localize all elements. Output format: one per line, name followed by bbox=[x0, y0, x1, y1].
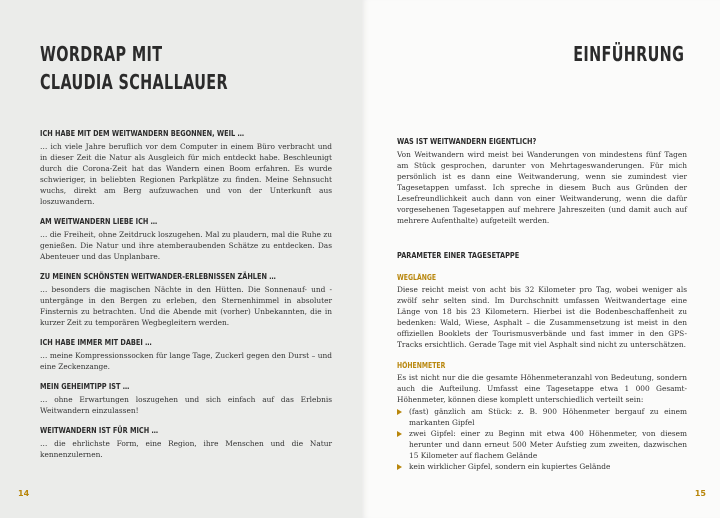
right-page bbox=[362, 0, 720, 518]
chapter-title-text: EINFÜHRUNG bbox=[572, 42, 684, 66]
bullet-triangle-icon bbox=[397, 409, 402, 415]
list-item-text: kein wirklicher Gipfel, sondern ein kupiertes Gelände bbox=[409, 462, 611, 471]
answer-text: … ohne Erwartungen loszugehen und sich einfach auf das Erlebnis Weitwandern einzulassen! bbox=[40, 395, 332, 415]
page-number-left: 14 bbox=[18, 489, 30, 498]
subsection-heading: HÖHENMETER bbox=[397, 361, 446, 370]
question-heading: MEIN GEHEIMTIPP IST … bbox=[40, 382, 130, 391]
list-item bbox=[397, 461, 687, 472]
answer-text: … die Freiheit, ohne Zeitdruck loszugehen. Mal zu plaudern, mal die Ruhe zu genießen. Die Natur und ihre atemberaubenden Schätze zu entdecken. Das Abenteuer und das Unplanbare. bbox=[40, 230, 332, 261]
bullet-triangle-icon bbox=[397, 464, 402, 470]
subsection-heading: WEGLÄNGE bbox=[397, 273, 437, 282]
section-heading: WAS IST WEITWANDERN EIGENTLICH? bbox=[397, 137, 537, 146]
interview-title bbox=[40, 40, 301, 96]
answer-text: … die ehrlichste Form, eine Region, ihre Menschen und die Natur kennenzulernen. bbox=[40, 439, 332, 459]
title-line-2: CLAUDIA SCHALLAUER bbox=[40, 70, 228, 94]
question-heading: ZU MEINEN SCHÖNSTEN WEITWANDER-ERLEBNISSEN ZÄHLEN … bbox=[40, 272, 276, 281]
answer-text: … ich viele Jahre beruflich vor dem Computer in einem Büro verbracht und in dieser Zeit die Natur als Ausgleich für mich entdeckt habe. Beschleunigt durch die Corona-Zeit hat das Wandern einen Boom erfahren. Es wurde schwieriger, in beliebten Regionen Parkplätze zu finden. Meine Sehnsucht wuchs, direkt am Berg aufzuwachen und von der Unterkunft aus loszuwandern. bbox=[40, 142, 332, 206]
list-item bbox=[397, 428, 687, 461]
list-item-text: zwei Gipfel: einer zu Beginn mit etwa 400 Höhenmeter, von diesem herunter und dann erneut 500 Meter Aufstieg zum zweiten, dazwischen 15 Kilometer auf flachem Gelände bbox=[409, 429, 687, 460]
question-heading: ICH HABE IMMER MIT DABEI … bbox=[40, 338, 152, 347]
introduction-body bbox=[397, 136, 687, 472]
question-heading: ICH HABE MIT DEM WEITWANDERN BEGONNEN, WEIL … bbox=[40, 129, 245, 138]
chapter-title bbox=[530, 40, 684, 68]
subsection-text: Diese reicht meist von acht bis 32 Kilometer pro Tag, wobei weniger als zwölf sehr selten sind. Im Durchschnitt umfassen Weitwandertage eine Länge von 18 bis 23 Kilometern. Hierbei ist die Bodenbeschaffenheit zu bedenken: Wald, Wiese, Asphalt – die Zusammensetzung ist meist in den offiziellen Booklets der Tourismusverbände und fast immer in den GPS-Tracks ersichtlich. Gerade Tage mit viel Asphalt sind nicht zu unterschätzen. bbox=[397, 285, 687, 349]
answer-text: … besonders die magischen Nächte in den Hütten. Die Sonnenauf- und -untergänge in den Bergen zu erleben, den Sternenhimmel in absoluter Finsternis zu betrachten. Und die Abende mit (vorher) Unbekannten, die in kurzer Zeit zu temporären Wegbegleitern werden. bbox=[40, 285, 332, 327]
question-heading: AM WEITWANDERN LIEBE ICH … bbox=[40, 217, 158, 226]
section-heading: PARAMETER EINER TAGESETAPPE bbox=[397, 251, 520, 260]
elevation-list bbox=[397, 406, 687, 472]
page-number-right: 15 bbox=[694, 489, 706, 498]
list-item bbox=[397, 406, 687, 428]
question-heading: WEITWANDERN IST FÜR MICH … bbox=[40, 426, 159, 435]
interview-body bbox=[40, 128, 332, 460]
answer-text: … meine Kompressionssocken für lange Tage, Zuckerl gegen den Durst – und eine Zeckenzange. bbox=[40, 351, 332, 371]
bullet-triangle-icon bbox=[397, 431, 402, 437]
title-line-1: WORDRAP MIT bbox=[40, 42, 163, 66]
section-text: Von Weitwandern wird meist bei Wanderungen von mindestens fünf Tagen am Stück gesprochen, darunter von Mehrtageswanderungen. Für mich persönlich ist es dann eine Weitwanderung, wenn sie zumindest vier Tagesetappen umfasst. Ich spreche in diesem Buch aus Gründen der Lesefreundlichkeit auch dann von einer Weitwanderung, wenn die dafür vorgesehenen Tagesetappen auf mehrere Jahreszeiten (und damit auch auf mehrere Aufenthalte) aufgeteilt werden. bbox=[397, 150, 687, 225]
subsection-text: Es ist nicht nur die die gesamte Höhenmeteranzahl von Bedeutung, sondern auch die Aufteilung. Umfasst eine Tagesetappe etwa 1 000 Gesamt-Höhenmeter, können diese komplett unterschiedlich verteilt sein: bbox=[397, 373, 687, 404]
list-item-text: (fast) gänzlich am Stück: z. B. 900 Höhenmeter bergauf zu einem markanten Gipfel bbox=[409, 407, 687, 427]
